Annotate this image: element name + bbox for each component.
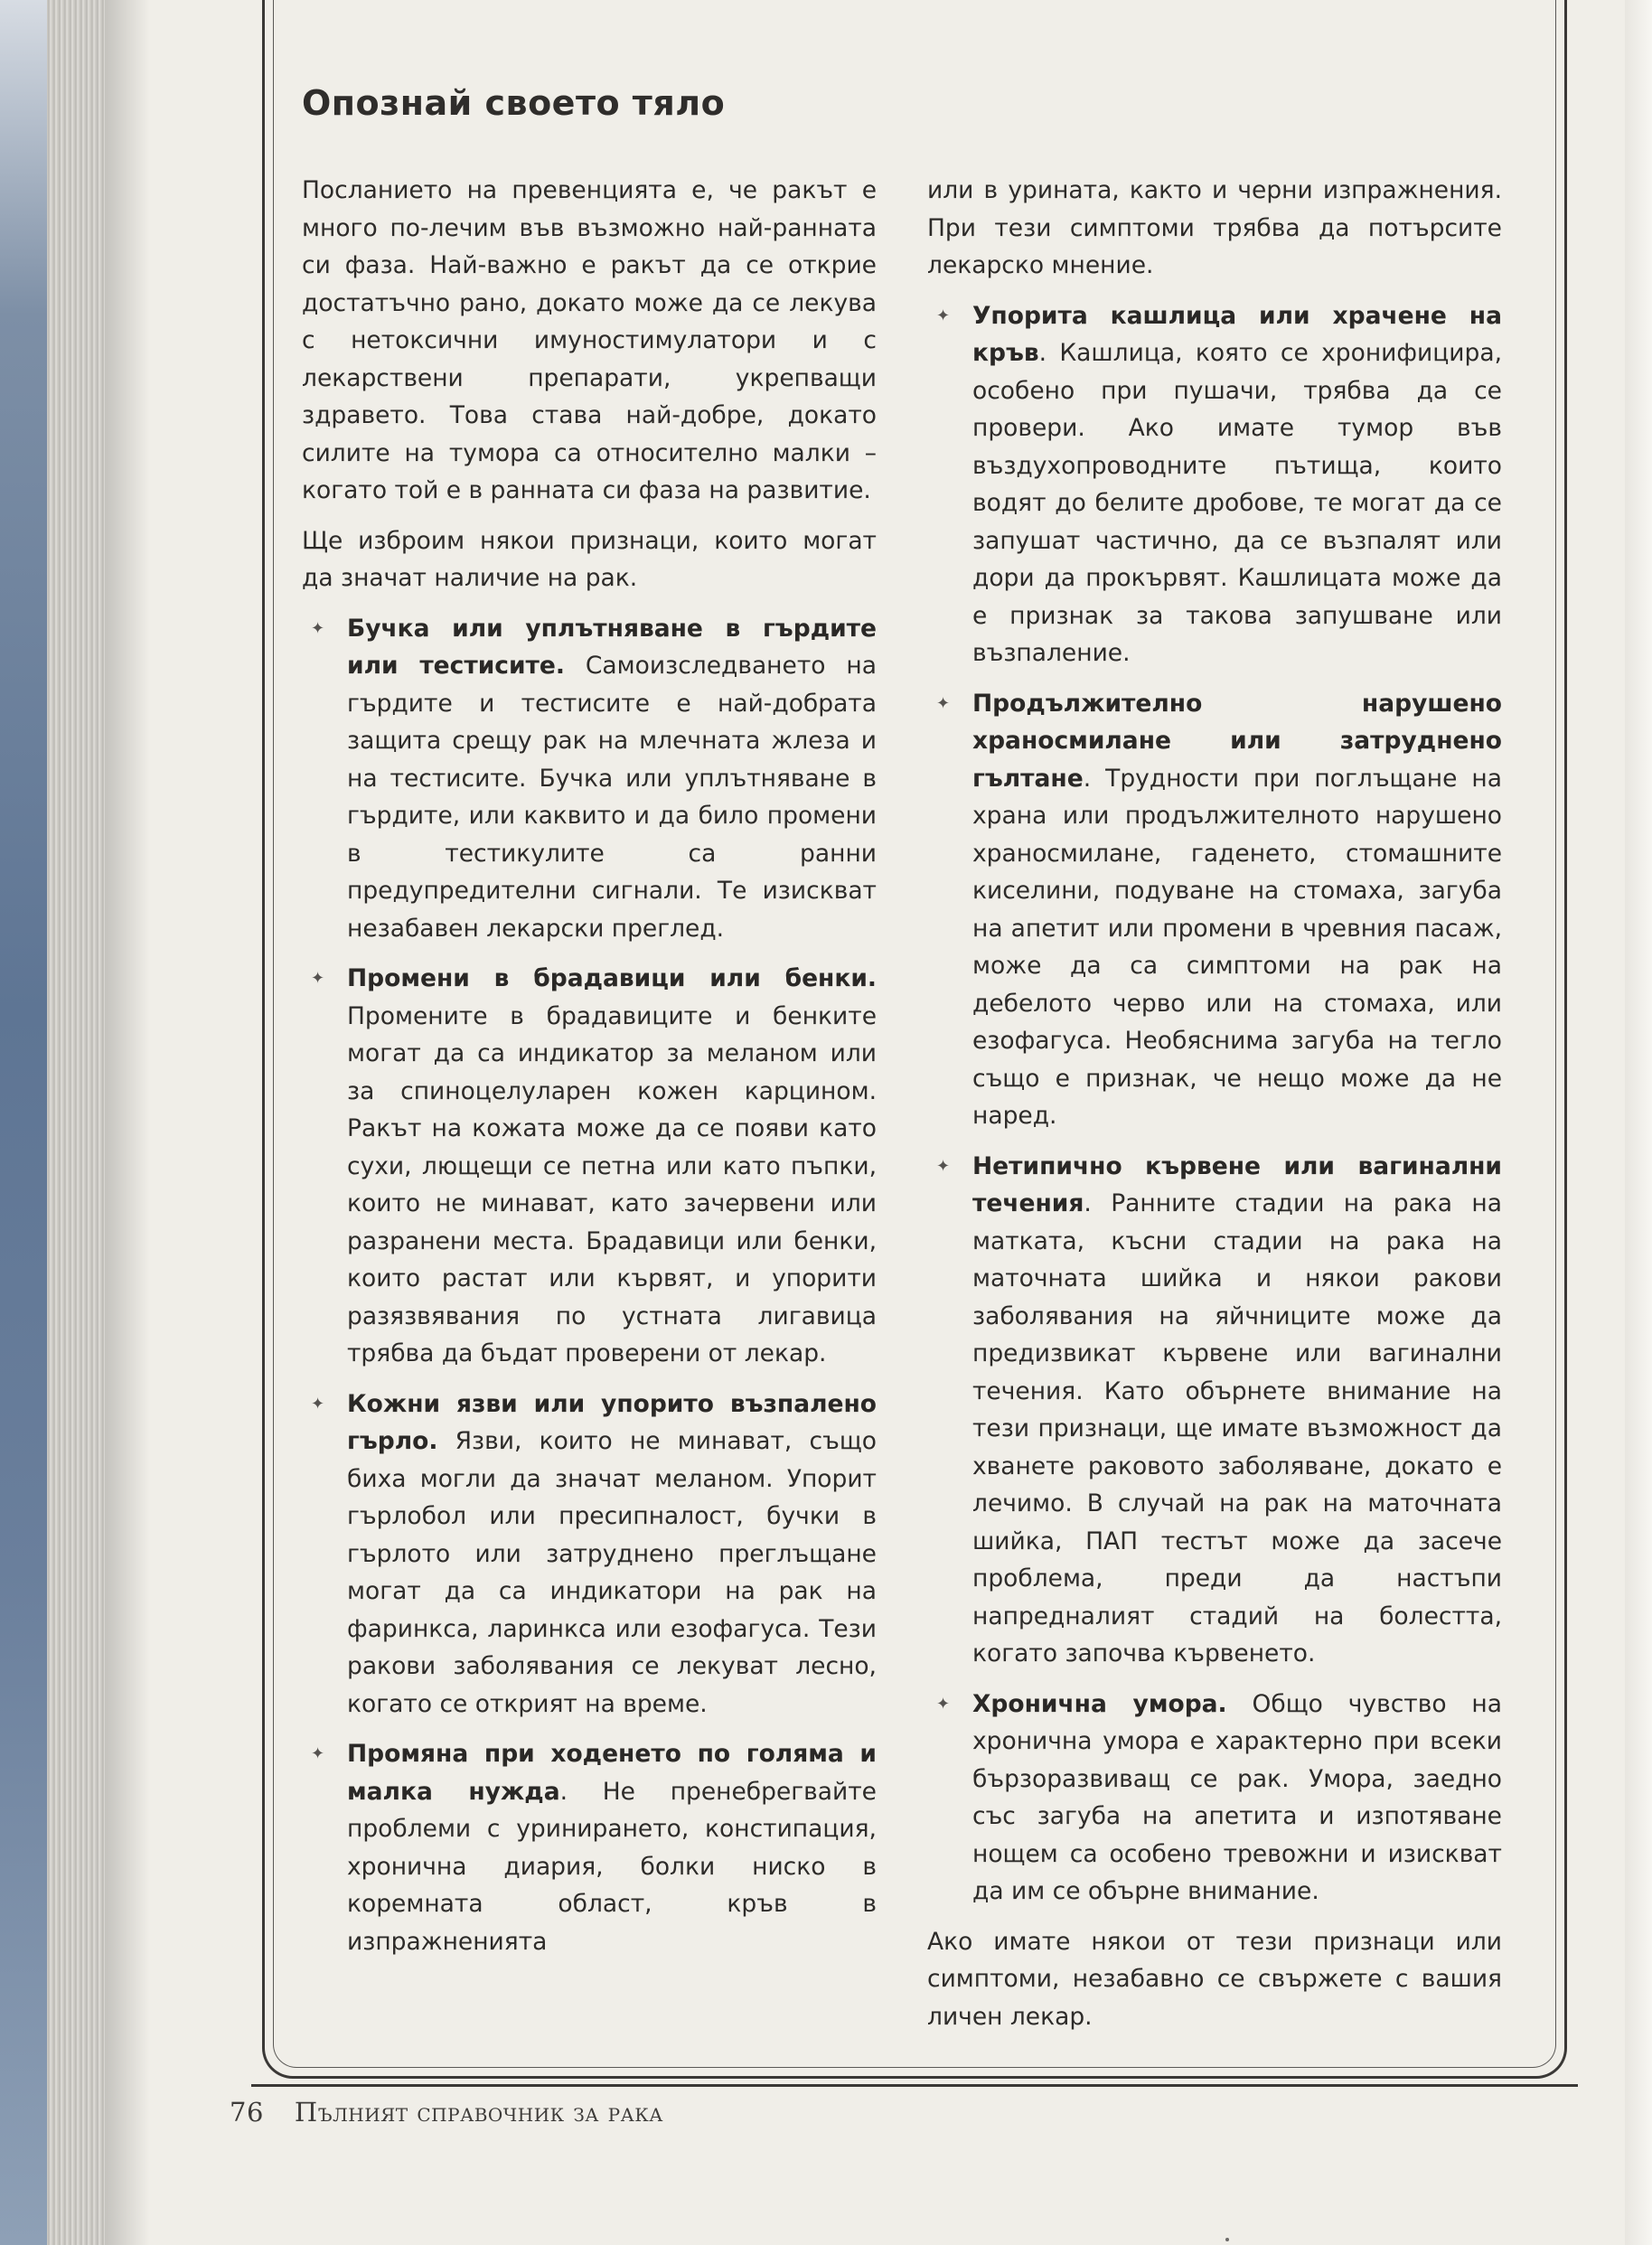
closing-paragraph: Ако имате някои от тези признаци или симптоми, незабавно се свържете с вашия личен лекар.	[927, 1927, 1502, 2031]
page-right-edge	[1625, 0, 1652, 2245]
item-term: Промяна при ходенето по голяма и малка нужда	[347, 1740, 877, 1806]
diamond-bullet-icon: ✦	[936, 305, 951, 325]
item-text: . Ранните стадии на рака на матката, късни стадии на рака на маточната шийка и някои ракови заболявания на яйчниците може да предизвикат кървене или вагинални течения. Като обърнете внимание на тези признаци, ще имате възможност да хванете раковото заболяване, докато е лечимо. В случай на рак на маточната шийка, ПАП тестът може да засече проблема, преди да настъпи напредналият стадий на болестта, когато започва кървенето.	[972, 1189, 1502, 1667]
page-number: 76	[230, 2097, 264, 2128]
diamond-bullet-icon: ✦	[936, 1156, 951, 1176]
item-term: Кожни язви или упорито възпалено гърло.	[347, 1389, 877, 1455]
item-term: Продължително нарушено храносмилане или затруднено гълтане	[972, 689, 1502, 793]
item-text: . Не пренебрегвайте проблеми с уринирането, констипация, хронична диария, болки ниско в коремната област, кръв в изпражненията	[347, 1777, 877, 1956]
diamond-bullet-icon: ✦	[936, 693, 951, 713]
item-term: Упорита кашлица или храчене на кръв	[972, 301, 1502, 367]
item-text: Язви, които не минават, също биха могли да значат меланом. Упорит гърлобол или пресипналост, бучки в гърлото или затруднено преглъщане могат да са индикатори на рак на фаринкса, ларинкса или езофагуса. Тези ракови заболявания се лекуват лесно, когато се открият на време.	[347, 1427, 877, 1718]
item-text: Самоизследването на гърдите и тестисите е най-добрата защита срещу рак на млечната жлеза и на тестисите. Бучка или уплътняване в гърдите, или каквито и да било промени в тестикулите са ранни предупредителни сигнали. Те изискват незабавен лекарски преглед.	[347, 652, 877, 943]
page-stack-edge	[47, 0, 105, 2245]
right-column	[927, 172, 1502, 2048]
item-term: Промени в брадавици или бенки.	[347, 964, 877, 992]
diamond-bullet-icon: ✦	[311, 618, 325, 638]
list-item	[927, 1148, 1502, 1673]
diamond-bullet-icon: ✦	[311, 1744, 325, 1763]
item-text: Общо чувство на хронична умора е характерно при всеки бързоразвиващ се рак. Умора, заедно със загуба на апетита и изпотяване нощем са особено тревожни и изискват да им се обърне внимание.	[972, 1689, 1503, 1905]
item-term: Нетипично кървене или вагинални течения	[972, 1151, 1502, 1217]
signs-intro-paragraph: Ще изброим някои признаци, които могат да значат наличие на рак.	[302, 526, 877, 592]
item-text: Промените в брадавиците и бенките могат да са индикатор за меланом или за спиноцелуларен кожен карцином. Ракът на кожата може да се появи като сухи, лющещи се петна или като пъпки, които не минават, като зачервени или разранени места. Брадавици или бенки, които растат или кървят, и упорити разязвявания по устната лигавица трябва да бъдат проверени от лекар.	[347, 1001, 877, 1367]
list-item	[302, 610, 877, 948]
list-item	[927, 685, 1502, 1135]
spine-shadow	[105, 0, 150, 2245]
diamond-bullet-icon: ✦	[936, 1694, 951, 1714]
scanner-background	[0, 0, 47, 2245]
section-heading: Опознай своето тяло	[302, 83, 726, 123]
item-text: . Трудности при поглъщане на храна или продължителното нарушено храносмилане, гаденето, стомашните киселини, подуване на стомаха, загуба на апетит или промени в чревния пасаж, може да са симптоми на рак на дебелото черво или на стомаха, или езофагуса. Необяснима загуба на тегло също е признак, че нещо може да не наред.	[972, 764, 1502, 1130]
item-term: Хронична умора.	[972, 1689, 1227, 1718]
item-term: Бучка или уплътняване в гърдите или тестисите.	[347, 614, 877, 680]
scan-speck	[1225, 2238, 1229, 2241]
list-item	[302, 1735, 877, 1960]
running-title: Пълният справочник за рака	[294, 2097, 663, 2128]
intro-paragraph: Посланието на превенцията е, че ракът е много по-лечим във възможно най-ранната си фаза. Най-важно е ракът да се открие достатъчно рано, докато може да се лекува с нетоксични имуностимулатори и с лекарствени препарати, укрепващи здравето. Това става най-добре, докато силите на тумора са относително малки – когато той е в ранната си фаза на развитие.	[302, 176, 877, 504]
item-text: . Кашлица, която се хронифицира, особено при пушачи, трябва да се провери. Ако имате тумор във въздухопроводните пътища, които водят до белите дробове, те могат да се запушат частично, да се възпалят или дори да прокървят. Кашлицата може да е признак за такова запушване или възпаление.	[972, 339, 1502, 667]
signs-list-right	[927, 297, 1502, 1911]
list-item	[302, 1386, 877, 1724]
diamond-bullet-icon: ✦	[311, 969, 325, 988]
page-footer	[230, 2097, 663, 2128]
diamond-bullet-icon: ✦	[311, 1394, 325, 1414]
signs-list-left	[302, 610, 877, 1961]
continuation-paragraph: или в урината, както и черни изпражнения. При тези симптоми трябва да потърсите лекарско мнение.	[927, 176, 1502, 279]
left-column	[302, 172, 877, 1973]
list-item	[927, 1686, 1502, 1911]
list-item	[927, 297, 1502, 672]
frame-base-line	[251, 2084, 1578, 2087]
list-item	[302, 960, 877, 1373]
